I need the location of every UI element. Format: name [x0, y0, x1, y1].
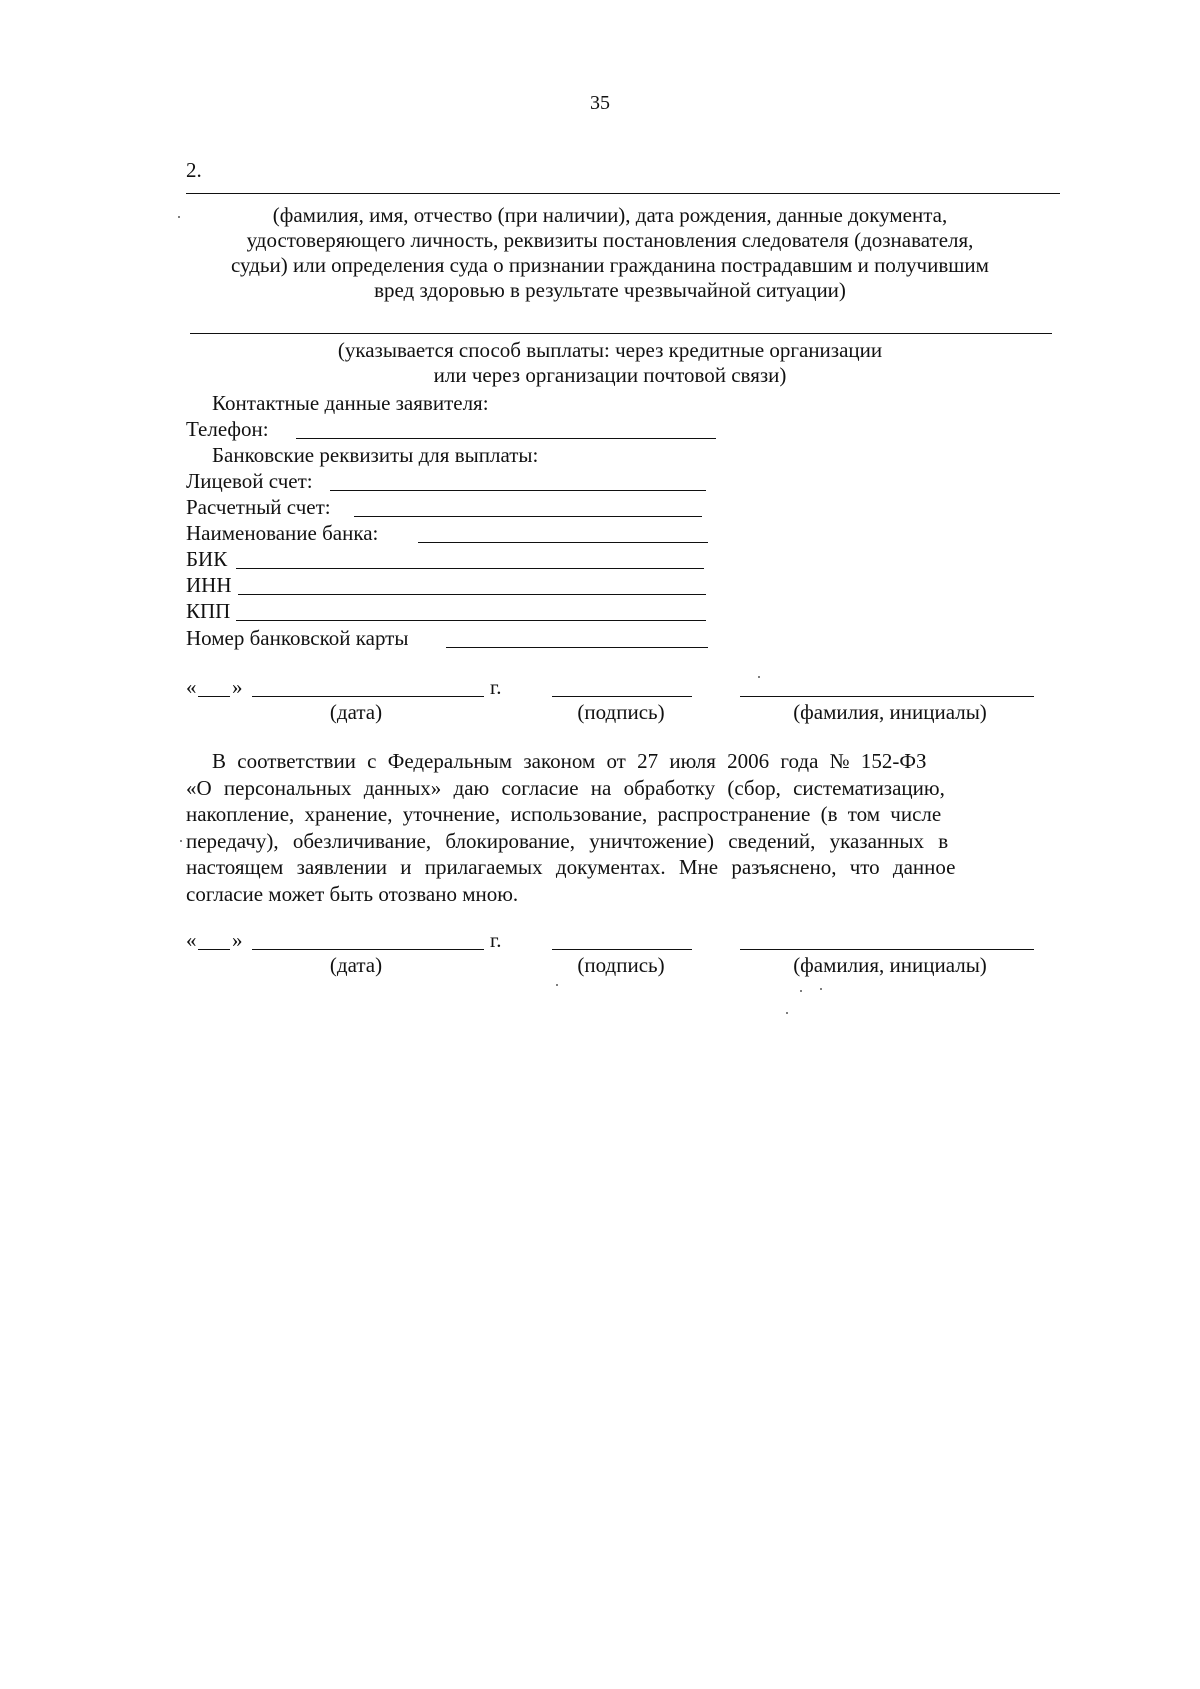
scan-speck: [758, 676, 760, 678]
name-initials-field[interactable]: [740, 696, 1034, 697]
personal-account-field[interactable]: [330, 490, 706, 491]
date-day-field[interactable]: [198, 696, 230, 697]
consent-line: В соответствии с Федеральным законом от 27 июля 2006 года № 152-ФЗ: [212, 749, 927, 773]
scan-speck: [786, 1012, 788, 1014]
recipient-caption-line: судьи) или определения суда о признании гражданина пострадавшим и получившим: [231, 253, 989, 277]
consent-line: согласие может быть отозвано мною.: [186, 881, 519, 906]
bank-name-label: Наименование банка:: [186, 521, 379, 545]
consent-line: «О персональных данных» даю согласие на обработку (сбор, систематизацию,: [186, 775, 945, 800]
inn-field[interactable]: [238, 594, 706, 595]
item-number: 2.: [186, 158, 202, 182]
signature-field-2[interactable]: [552, 949, 692, 950]
name-initials-caption: (фамилия, инициалы): [793, 700, 987, 724]
consent-line: накопление, хранение, уточнение, использование, распространение (в том числе: [186, 802, 942, 826]
date-caption-2: (дата): [329, 953, 383, 977]
kpp-label: КПП: [186, 599, 231, 623]
payment-caption-line: (указывается способ выплаты: через кредитные организации: [337, 338, 883, 362]
recipient-caption-line: вред здоровью в результате чрезвычайной ситуации): [374, 278, 846, 302]
consent-line: настоящем заявлении и прилагаемых документах. Мне разъяснено, что данное: [186, 855, 956, 879]
bank-heading: Банковские реквизиты для выплаты:: [212, 443, 539, 467]
consent-line: передачу), обезличивание, блокирование, уничтожение) сведений, указанных в: [186, 828, 949, 853]
signature-caption-2: (подпись): [577, 953, 665, 977]
year-suffix: г.: [490, 675, 502, 699]
date-month-field-2[interactable]: [252, 949, 484, 950]
page-number: 35: [590, 92, 610, 114]
date-day-close: »: [232, 675, 243, 699]
scan-speck: [556, 984, 558, 986]
payment-caption: [180, 338, 1040, 388]
year-suffix-2: г.: [490, 928, 502, 952]
name-initials-caption-2: (фамилия, инициалы): [793, 953, 987, 977]
personal-account-label: Лицевой счет:: [186, 469, 313, 493]
recipient-caption: [180, 203, 1040, 303]
date-month-field[interactable]: [252, 696, 484, 697]
signature-field[interactable]: [552, 696, 692, 697]
payment-method-underline[interactable]: [190, 333, 1052, 334]
scan-speck: [820, 988, 822, 990]
name-initials-field-2[interactable]: [740, 949, 1034, 950]
card-number-field[interactable]: [446, 647, 708, 648]
phone-field[interactable]: [296, 438, 716, 439]
bik-label: БИК: [186, 547, 228, 571]
recipient-underline[interactable]: [186, 193, 1060, 194]
payment-caption-line: или через организации почтовой связи): [433, 363, 787, 387]
recipient-caption-line: (фамилия, имя, отчество (при наличии), дата рождения, данные документа,: [272, 203, 948, 227]
phone-label: Телефон:: [186, 417, 269, 441]
settlement-account-label: Расчетный счет:: [186, 495, 331, 519]
scan-speck: [800, 990, 802, 992]
inn-label: ИНН: [186, 573, 232, 597]
date-day-open-2: «: [186, 928, 197, 952]
date-day-field-2[interactable]: [198, 949, 230, 950]
bank-name-field[interactable]: [418, 542, 708, 543]
kpp-field[interactable]: [236, 620, 706, 621]
card-number-label: Номер банковской карты: [186, 626, 409, 650]
signature-caption: (подпись): [577, 700, 665, 724]
consent-paragraph: [186, 748, 1056, 907]
scan-speck: [180, 840, 182, 842]
date-day-close-2: »: [232, 928, 243, 952]
date-caption: (дата): [329, 700, 383, 724]
settlement-account-field[interactable]: [354, 516, 702, 517]
scan-speck: [178, 216, 180, 218]
date-day-open: «: [186, 675, 197, 699]
bik-field[interactable]: [236, 568, 704, 569]
contact-heading: Контактные данные заявителя:: [212, 391, 489, 415]
recipient-caption-line: удостоверяющего личность, реквизиты постановления следователя (дознавателя,: [246, 228, 974, 252]
